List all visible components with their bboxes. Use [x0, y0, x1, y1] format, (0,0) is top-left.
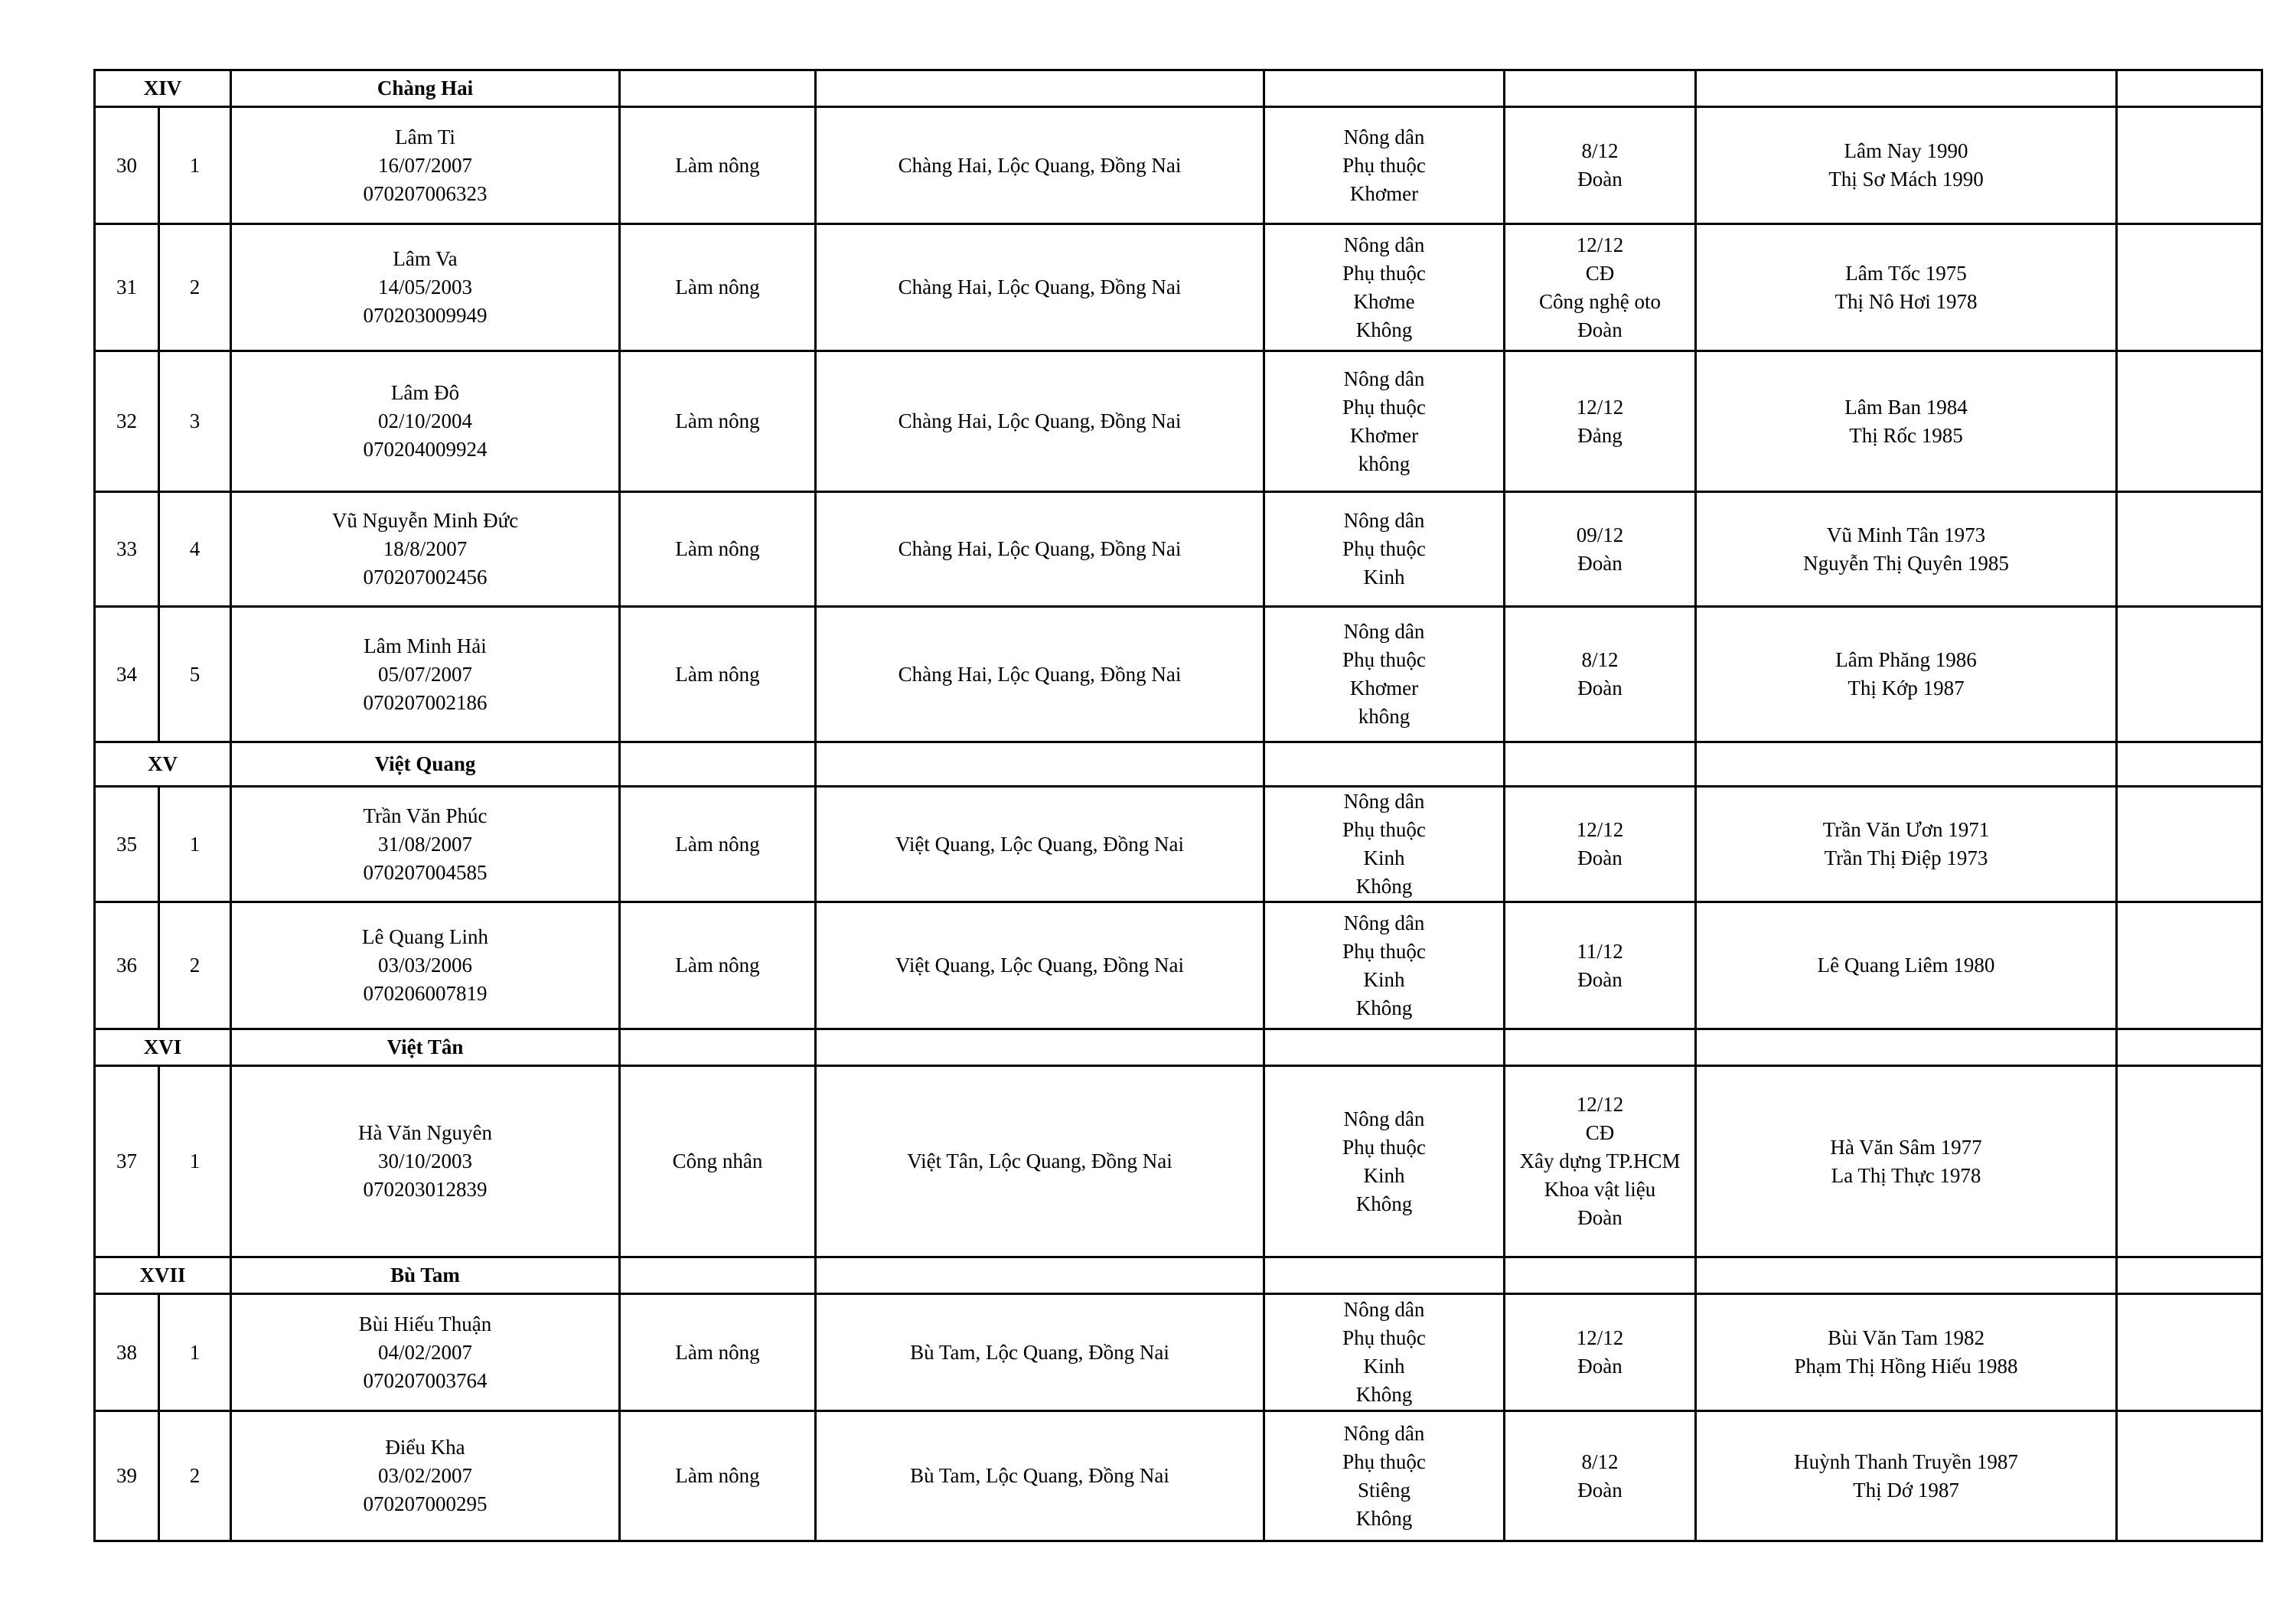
parents-cell	[1696, 607, 2117, 742]
status-cell-line: Khơmer	[1349, 423, 1419, 447]
parents-cell	[1696, 492, 2117, 607]
row-number: 30	[95, 107, 159, 224]
person-cell-line: Vũ Nguyễn Minh Đức	[331, 509, 519, 532]
row-sub-number: 2	[159, 224, 231, 351]
person-cell-line: Lâm Đô	[390, 381, 460, 404]
person-cell	[231, 107, 620, 224]
row-number: 34	[95, 607, 159, 742]
group-header-row	[95, 742, 2262, 787]
table-row	[95, 607, 2262, 742]
education-cell	[1505, 1066, 1696, 1257]
person-cell-line: 070206007819	[363, 982, 488, 1005]
status-cell-line: không	[1358, 452, 1411, 475]
empty-cell	[816, 1257, 1264, 1294]
education-cell-line: Đoàn	[1577, 1206, 1623, 1229]
empty-cell	[620, 742, 816, 787]
person-cell-line: Điểu Kha	[385, 1436, 465, 1459]
parents-cell-line: Lâm Phăng 1986	[1835, 648, 1977, 671]
row-number: 35	[95, 787, 159, 902]
education-cell-line: 11/12	[1577, 939, 1623, 963]
table-row	[95, 107, 2262, 224]
education-cell-line: Đoàn	[1577, 1478, 1623, 1502]
status-cell-line: Không	[1355, 996, 1413, 1019]
status-cell-line: Không	[1355, 318, 1413, 341]
notes-cell	[2117, 351, 2262, 492]
status-cell-line: Không	[1355, 1192, 1413, 1215]
group-name: Việt Quang	[231, 742, 620, 787]
empty-cell	[2117, 70, 2262, 107]
empty-cell	[1264, 742, 1505, 787]
group-header-row	[95, 70, 2262, 107]
person-cell-line: Hà Văn Nguyên	[358, 1121, 492, 1144]
row-sub-number: 1	[159, 787, 231, 902]
empty-cell	[1696, 1257, 2117, 1294]
address-cell: Chàng Hai, Lộc Quang, Đồng Nai	[816, 224, 1264, 351]
notes-cell	[2117, 1294, 2262, 1411]
education-cell-line: Đoàn	[1577, 168, 1623, 191]
notes-cell	[2117, 1411, 2262, 1541]
status-cell	[1264, 351, 1505, 492]
education-cell-line: Đoàn	[1577, 846, 1623, 869]
status-cell-line: Kinh	[1363, 967, 1405, 991]
empty-cell	[1696, 1029, 2117, 1066]
education-cell	[1505, 607, 1696, 742]
notes-cell	[2117, 607, 2262, 742]
person-cell-line: Bùi Hiếu Thuận	[358, 1312, 492, 1335]
empty-cell	[816, 742, 1264, 787]
education-cell	[1505, 492, 1696, 607]
person-cell	[231, 351, 620, 492]
person-cell	[231, 902, 620, 1029]
status-cell-line: Phụ thuộc	[1342, 1450, 1426, 1473]
row-sub-number: 1	[159, 1294, 231, 1411]
person-cell	[231, 787, 620, 902]
person-cell-line: 070207000295	[363, 1492, 488, 1515]
occupation-cell: Làm nông	[620, 351, 816, 492]
person-cell-line: 070207002456	[363, 566, 488, 589]
status-cell	[1264, 1294, 1505, 1411]
education-cell-line: 12/12	[1576, 1326, 1624, 1349]
table-row	[95, 1294, 2262, 1411]
person-cell-line: 31/08/2007	[378, 832, 473, 856]
status-cell-line: Phụ thuộc	[1342, 648, 1426, 671]
address-cell: Bù Tam, Lộc Quang, Đồng Nai	[816, 1294, 1264, 1411]
education-cell-line: Đoàn	[1577, 967, 1623, 991]
parents-cell-line: Nguyễn Thị Quyên 1985	[1803, 551, 2009, 575]
status-cell-line: Phụ thuộc	[1342, 1326, 1426, 1349]
parents-cell-line: Lâm Nay 1990	[1844, 139, 1968, 162]
status-cell-line: không	[1358, 705, 1411, 728]
notes-cell	[2117, 787, 2262, 902]
person-cell	[231, 224, 620, 351]
parents-cell-line: Thị Dớ 1987	[1853, 1478, 1959, 1502]
parents-cell-line: Thị Rốc 1985	[1849, 423, 1963, 447]
person-cell-line: 30/10/2003	[378, 1150, 473, 1172]
table-row	[95, 787, 2262, 902]
address-cell: Chàng Hai, Lộc Quang, Đồng Nai	[816, 107, 1264, 224]
empty-cell	[1696, 70, 2117, 107]
member-table	[93, 69, 2263, 1542]
row-number: 37	[95, 1066, 159, 1257]
parents-cell-line: Lâm Ban 1984	[1844, 395, 1968, 419]
education-cell-line: Khoa vật liệu	[1544, 1178, 1656, 1201]
occupation-cell: Làm nông	[620, 107, 816, 224]
group-roman-numeral: XV	[95, 742, 231, 787]
empty-cell	[816, 70, 1264, 107]
status-cell-line: Kinh	[1363, 846, 1405, 869]
row-number: 38	[95, 1294, 159, 1411]
status-cell-line: Phụ thuộc	[1342, 818, 1426, 841]
empty-cell	[620, 1257, 816, 1294]
status-cell-line: Nông dân	[1343, 911, 1425, 934]
education-cell-line: Đoàn	[1577, 551, 1623, 575]
person-cell	[231, 492, 620, 607]
person-cell-line: Lê Quang Linh	[362, 925, 488, 948]
education-cell-line: CĐ	[1585, 1121, 1615, 1144]
education-cell-line: Đoàn	[1577, 1355, 1623, 1378]
person-cell-line: 05/07/2007	[378, 662, 473, 686]
status-cell-line: Kinh	[1363, 566, 1405, 589]
person-cell	[231, 1411, 620, 1541]
education-cell-line: 12/12	[1576, 818, 1624, 841]
education-cell-line: Xây dựng TP.HCM	[1519, 1150, 1681, 1172]
status-cell	[1264, 607, 1505, 742]
person-cell-line: 070207004585	[363, 860, 488, 884]
person-cell-line: 070207003764	[363, 1368, 488, 1392]
notes-cell	[2117, 107, 2262, 224]
parents-cell	[1696, 1294, 2117, 1411]
group-name: Bù Tam	[231, 1257, 620, 1294]
parents-cell-line: Thị Nô Hơi 1978	[1835, 289, 1978, 313]
address-cell: Chàng Hai, Lộc Quang, Đồng Nai	[816, 492, 1264, 607]
person-cell-line: Trần Văn Phúc	[363, 804, 488, 827]
row-number: 32	[95, 351, 159, 492]
parents-cell-line: Phạm Thị Hồng Hiếu 1988	[1794, 1355, 2018, 1378]
empty-cell	[1505, 1029, 1696, 1066]
row-number: 36	[95, 902, 159, 1029]
parents-cell-line: Hà Văn Sâm 1977	[1830, 1135, 1982, 1159]
education-cell-line: 12/12	[1576, 233, 1624, 256]
empty-cell	[816, 1029, 1264, 1066]
empty-cell	[1696, 742, 2117, 787]
parents-cell-line: Bùi Văn Tam 1982	[1828, 1326, 1985, 1349]
occupation-cell: Làm nông	[620, 492, 816, 607]
status-cell-line: Phụ thuộc	[1342, 395, 1426, 419]
parents-cell-line: Thị Sơ Mách 1990	[1828, 168, 1984, 191]
education-cell-line: 8/12	[1581, 648, 1619, 671]
group-roman-numeral: XVII	[95, 1257, 231, 1294]
status-cell-line: Không	[1355, 1383, 1413, 1406]
parents-cell-line: Thị Kớp 1987	[1848, 677, 1965, 699]
table-row	[95, 492, 2262, 607]
notes-cell	[2117, 1066, 2262, 1257]
notes-cell	[2117, 492, 2262, 607]
status-cell-line: Nông dân	[1343, 509, 1425, 532]
parents-cell	[1696, 224, 2117, 351]
status-cell-line: Kinh	[1363, 1163, 1405, 1187]
person-cell-line: 070203012839	[363, 1178, 488, 1201]
education-cell-line: 12/12	[1576, 1093, 1624, 1116]
parents-cell-line: Trần Thị Điệp 1973	[1824, 846, 1988, 869]
person-cell-line: Lâm Ti	[395, 125, 455, 148]
status-cell-line: Kinh	[1363, 1355, 1405, 1378]
empty-cell	[2117, 1257, 2262, 1294]
table-row	[95, 902, 2262, 1029]
empty-cell	[1264, 70, 1505, 107]
row-sub-number: 1	[159, 107, 231, 224]
status-cell-line: Stiêng	[1358, 1478, 1411, 1502]
education-cell	[1505, 787, 1696, 902]
status-cell-line: Nông dân	[1343, 620, 1425, 643]
education-cell-line: Đảng	[1577, 423, 1623, 447]
person-cell-line: 070203009949	[363, 304, 488, 327]
parents-cell-line: Lê Quang Liêm 1980	[1817, 954, 1995, 977]
parents-cell	[1696, 787, 2117, 902]
occupation-cell: Làm nông	[620, 1294, 816, 1411]
education-cell-line: CĐ	[1585, 261, 1615, 285]
occupation-cell: Công nhân	[620, 1066, 816, 1257]
education-cell-line: Đoàn	[1577, 677, 1623, 699]
table-row	[95, 224, 2262, 351]
row-number: 39	[95, 1411, 159, 1541]
row-number: 33	[95, 492, 159, 607]
status-cell-line: Nông dân	[1343, 1421, 1425, 1445]
parents-cell-line: Lâm Tốc 1975	[1845, 261, 1967, 285]
person-cell-line: Lâm Minh Hải	[364, 634, 487, 657]
person-cell-line: 02/10/2004	[378, 409, 473, 432]
status-cell-line: Nông dân	[1343, 233, 1425, 256]
status-cell	[1264, 107, 1505, 224]
address-cell: Việt Quang, Lộc Quang, Đồng Nai	[816, 902, 1264, 1029]
status-cell-line: Khơme	[1353, 289, 1415, 313]
empty-cell	[1264, 1257, 1505, 1294]
empty-cell	[1505, 742, 1696, 787]
status-cell-line: Nông dân	[1343, 1298, 1425, 1321]
address-cell: Chàng Hai, Lộc Quang, Đồng Nai	[816, 351, 1264, 492]
status-cell-line: Phụ thuộc	[1342, 939, 1426, 963]
parents-cell-line: La Thị Thực 1978	[1831, 1163, 1981, 1187]
empty-cell	[1264, 1029, 1505, 1066]
row-sub-number: 2	[159, 1411, 231, 1541]
status-cell-line: Không	[1355, 1506, 1413, 1530]
person-cell	[231, 607, 620, 742]
education-cell-line: 12/12	[1576, 395, 1624, 419]
education-cell-line: Công nghệ oto	[1539, 289, 1662, 313]
education-cell-line: 8/12	[1581, 1450, 1619, 1473]
status-cell-line: Khơmer	[1349, 677, 1419, 699]
status-cell-line: Phụ thuộc	[1342, 537, 1426, 560]
row-sub-number: 4	[159, 492, 231, 607]
status-cell	[1264, 1411, 1505, 1541]
group-name: Việt Tân	[231, 1029, 620, 1066]
status-cell-line: Nông dân	[1343, 1107, 1425, 1130]
notes-cell	[2117, 902, 2262, 1029]
parents-cell-line: Huỳnh Thanh Truyền 1987	[1794, 1450, 2018, 1473]
status-cell	[1264, 1066, 1505, 1257]
education-cell	[1505, 1294, 1696, 1411]
group-roman-numeral: XVI	[95, 1029, 231, 1066]
person-cell-line: 03/03/2006	[378, 954, 473, 977]
person-cell-line: Lâm Va	[393, 247, 458, 270]
group-name: Chàng Hai	[231, 70, 620, 107]
row-sub-number: 3	[159, 351, 231, 492]
empty-cell	[620, 70, 816, 107]
group-roman-numeral: XIV	[95, 70, 231, 107]
status-cell	[1264, 902, 1505, 1029]
empty-cell	[620, 1029, 816, 1066]
status-cell-line: Phụ thuộc	[1342, 261, 1426, 285]
education-cell-line: 09/12	[1576, 523, 1624, 546]
address-cell: Việt Quang, Lộc Quang, Đồng Nai	[816, 787, 1264, 902]
occupation-cell: Làm nông	[620, 787, 816, 902]
status-cell-line: Nông dân	[1343, 367, 1425, 390]
status-cell	[1264, 224, 1505, 351]
education-cell	[1505, 902, 1696, 1029]
person-cell-line: 070207002186	[363, 690, 488, 714]
occupation-cell: Làm nông	[620, 1411, 816, 1541]
occupation-cell: Làm nông	[620, 224, 816, 351]
status-cell	[1264, 492, 1505, 607]
empty-cell	[1505, 70, 1696, 107]
parents-cell	[1696, 902, 2117, 1029]
occupation-cell: Làm nông	[620, 902, 816, 1029]
group-header-row	[95, 1029, 2262, 1066]
person-cell	[231, 1066, 620, 1257]
empty-cell	[2117, 742, 2262, 787]
education-cell	[1505, 107, 1696, 224]
parents-cell	[1696, 1066, 2117, 1257]
table-row	[95, 1411, 2262, 1541]
person-cell-line: 18/8/2007	[383, 537, 468, 560]
education-cell-line: Đoàn	[1577, 318, 1623, 341]
person-cell-line: 03/02/2007	[378, 1464, 473, 1487]
person-cell	[231, 1294, 620, 1411]
status-cell-line: Không	[1355, 875, 1413, 898]
empty-cell	[2117, 1029, 2262, 1066]
person-cell-line: 04/02/2007	[378, 1340, 473, 1364]
notes-cell	[2117, 224, 2262, 351]
row-sub-number: 5	[159, 607, 231, 742]
parents-cell	[1696, 107, 2117, 224]
person-cell-line: 16/07/2007	[378, 153, 473, 177]
address-cell: Bù Tam, Lộc Quang, Đồng Nai	[816, 1411, 1264, 1541]
row-sub-number: 2	[159, 902, 231, 1029]
education-cell	[1505, 1411, 1696, 1541]
empty-cell	[1505, 1257, 1696, 1294]
table-row	[95, 351, 2262, 492]
person-cell-line: 070207006323	[363, 181, 488, 205]
table-body	[95, 70, 2262, 1541]
status-cell-line: Phụ thuộc	[1342, 153, 1426, 177]
row-number: 31	[95, 224, 159, 351]
status-cell-line: Khơmer	[1349, 181, 1419, 205]
status-cell-line: Phụ thuộc	[1342, 1135, 1426, 1159]
education-cell	[1505, 351, 1696, 492]
parents-cell	[1696, 1411, 2117, 1541]
education-cell	[1505, 224, 1696, 351]
parents-cell-line: Vũ Minh Tân 1973	[1826, 523, 1986, 546]
status-cell	[1264, 787, 1505, 902]
occupation-cell: Làm nông	[620, 607, 816, 742]
education-cell-line: 8/12	[1581, 139, 1619, 162]
person-cell-line: 14/05/2003	[378, 276, 473, 298]
parents-cell-line: Trần Văn Ươn 1971	[1822, 818, 1990, 841]
person-cell-line: 070204009924	[363, 438, 488, 461]
table-row	[95, 1066, 2262, 1257]
status-cell-line: Nông dân	[1343, 125, 1425, 148]
status-cell-line: Nông dân	[1343, 790, 1425, 813]
row-sub-number: 1	[159, 1066, 231, 1257]
group-header-row	[95, 1257, 2262, 1294]
address-cell: Chàng Hai, Lộc Quang, Đồng Nai	[816, 607, 1264, 742]
address-cell: Việt Tân, Lộc Quang, Đồng Nai	[816, 1066, 1264, 1257]
parents-cell	[1696, 351, 2117, 492]
